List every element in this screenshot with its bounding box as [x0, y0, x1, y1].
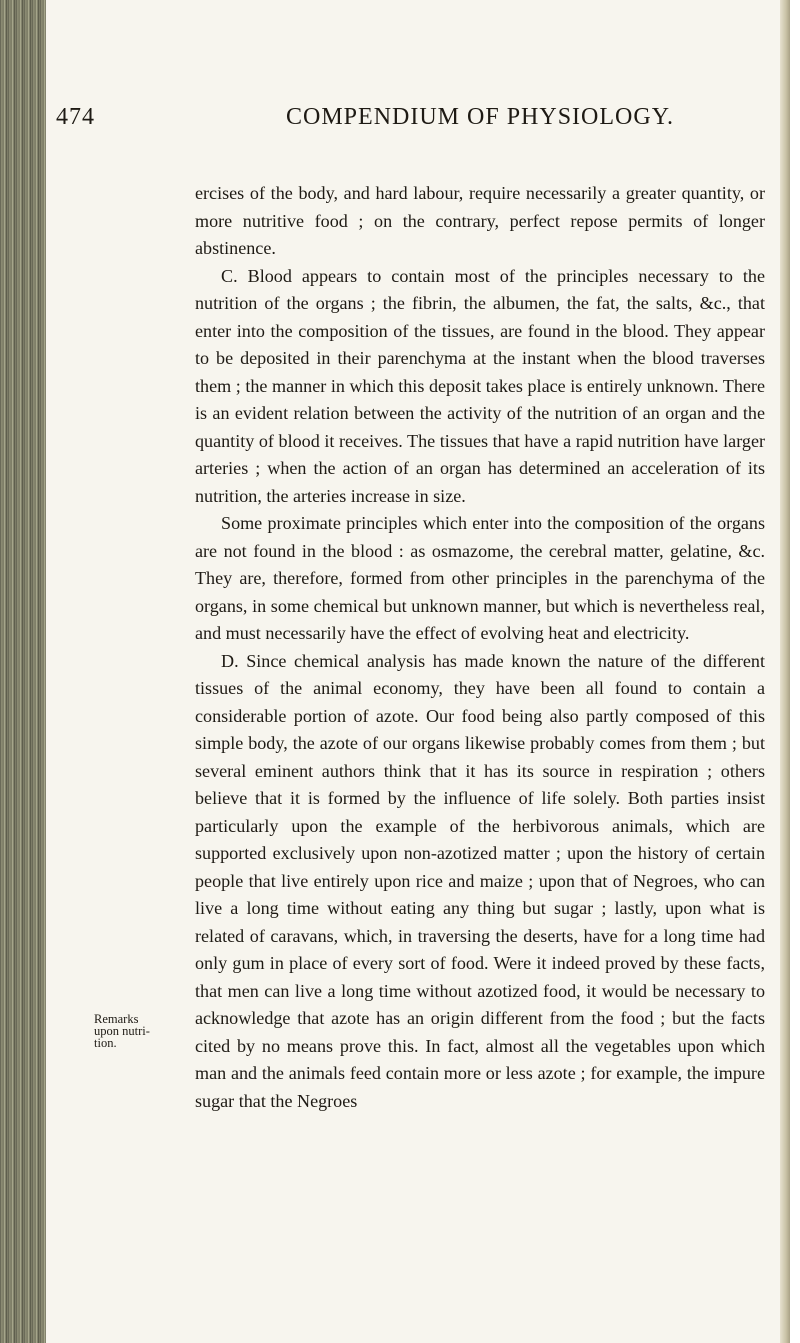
book-binding-edge: [0, 0, 46, 1343]
paragraph-section-d: D. Since chemical analysis has made known the nature of the different tissues of the animal economy, they have been all found to contain a considerable portion of azote. Our food being also partly composed of this simple body, the azote of our organs likewise probably comes from them ; but several eminent authors think that it has its source in respiration ; others believe that it is formed by the influence of life solely. Both parties insist particularly upon the example of the herbivorous animals, which are supported exclusively upon non-azotized matter ; upon the history of certain people that live entirely upon rice and maize ; upon that of Negroes, who can live a long time without eating any thing but sugar ; lastly, upon what is related of caravans, which, in traversing the deserts, have for a long time had only gum in place of every sort of food. Were it indeed proved by these facts, that men can live a long time without azotized food, it would be necessary to acknowledge that azote has an origin different from the food ; but the facts cited by no means prove this. In fact, almost all the vegetables upon which man and the animals feed contain more or less azote ; for example, the impure sugar that the Negroes: [195, 650, 765, 1111]
body-text: [195, 180, 765, 1115]
margin-note-line: tion.: [94, 1036, 117, 1050]
running-title: COMPENDIUM OF PHYSIOLOGY.: [286, 104, 674, 130]
page-number: 474: [56, 104, 95, 130]
page-header: [46, 104, 790, 134]
page-right-edge: [780, 0, 790, 1343]
paragraph-proximate-principles: Some proximate principles which enter into the composition of the organs are not found in the blood : as osmazome, the cerebral matter, gelatine, &c. They are, therefore, formed from other principles in the parenchyma of the organs, in some chemical but unknown manner, but which is nevertheless real, and must necessarily have the effect of evolving heat and electricity.: [195, 513, 765, 643]
paragraph-section-c: C. Blood appears to contain most of the principles necessary to the nutrition of the organs ; the fibrin, the albumen, the fat, the salts, &c., that enter into the composition of the tissues, are found in the blood. They appear to be deposited in their parenchyma at the instant when the blood traverses them ; the manner in which this deposit takes place is entirely unknown. There is an evident relation between the activity of the nutrition of an organ and the quantity of blood it receives. The tissues that have a rapid nutrition have larger arteries ; when the action of an organ has determined an acceleration of its nutrition, the arteries increase in size.: [195, 265, 765, 506]
margin-note: [94, 1013, 180, 1049]
book-page: [46, 0, 790, 1343]
margin-note-line: Remarks: [94, 1012, 139, 1026]
paragraph-continuation: ercises of the body, and hard labour, require necessarily a greater quantity, or more nutritive food ; on the contrary, perfect repose permits of longer abstinence.: [195, 183, 765, 258]
margin-note-line: upon nutri-: [94, 1024, 150, 1038]
